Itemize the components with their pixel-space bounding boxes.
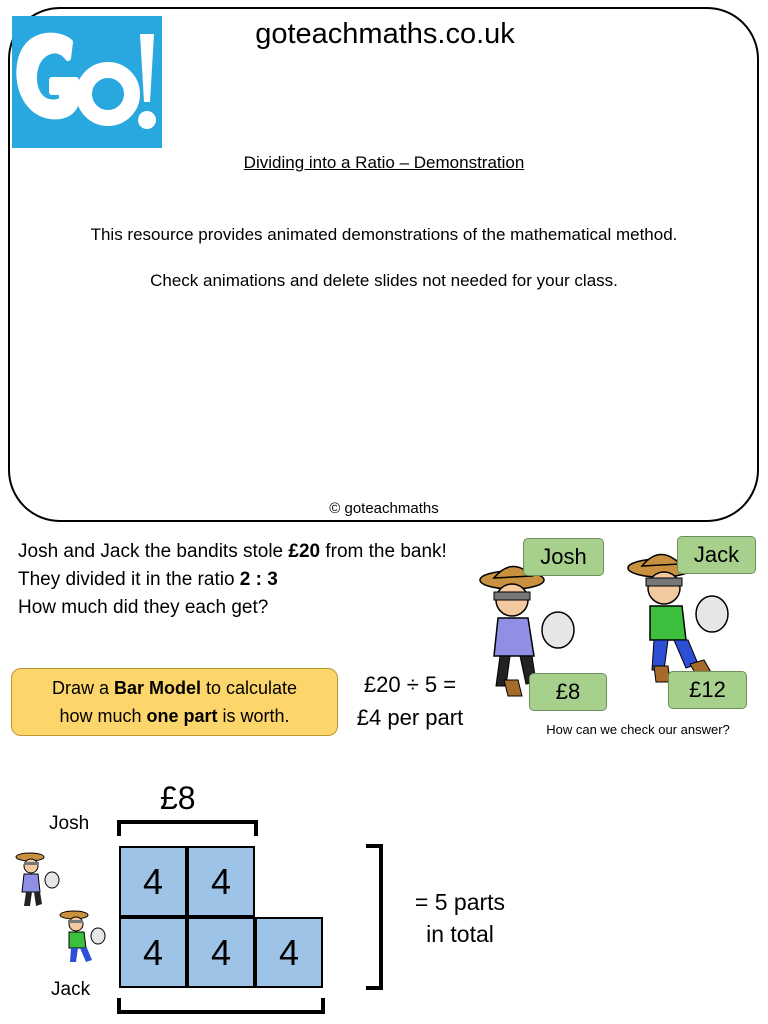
jack-bar-part: 4: [119, 917, 187, 988]
josh-mini-illustration: [12, 848, 64, 912]
info-text-1: This resource provides animated demonstrations of the mathematical method.: [90, 225, 678, 244]
question-text: from the bank!: [320, 541, 447, 562]
josh-bar-part: 4: [187, 846, 255, 917]
jack-bar-part: 4: [255, 917, 323, 988]
bar-model-jack-label: Jack: [51, 979, 91, 1000]
question-text: Josh and Jack the bandits stole: [18, 541, 289, 562]
jack-amount-label: £12: [668, 671, 747, 709]
copyright-text: © goteachmaths: [329, 500, 439, 517]
total-parts-line-2: in total: [426, 921, 494, 947]
ratio-value: 2 : 3: [239, 569, 278, 590]
instruction-text: Draw a: [51, 678, 114, 698]
josh-name-label: Josh: [523, 538, 604, 576]
slide-heading: Dividing into a Ratio – Demonstration: [243, 153, 525, 172]
site-title: goteachmaths.co.uk: [255, 18, 515, 50]
instruction-text: is worth.: [217, 706, 290, 726]
calculation-line-2: £4 per part: [356, 705, 464, 730]
bar-model-josh-label: Josh: [49, 813, 90, 834]
check-answer-prompt: How can we check our answer?: [546, 722, 730, 737]
josh-total-label: £8: [160, 780, 196, 816]
total-parts-label: [395, 886, 525, 950]
question-text: They divided it in the ratio: [18, 569, 240, 590]
instruction-bold: Bar Model: [113, 678, 201, 698]
info-text-2: Check animations and delete slides not needed for your class.: [150, 271, 618, 290]
josh-amount-label: £8: [529, 673, 607, 711]
jack-mini-illustration: [58, 906, 110, 970]
instruction-text: how much: [59, 706, 147, 726]
calculation-line-1: £20 ÷ 5 =: [363, 672, 457, 697]
instruction-bold: one part: [146, 706, 218, 726]
josh-bar-part: 4: [119, 846, 187, 917]
total-parts-line-1: = 5 parts: [414, 889, 506, 915]
instruction-text: to calculate: [200, 678, 298, 698]
jack-name-label: Jack: [677, 536, 756, 574]
question-line-3: How much did they each get?: [18, 597, 269, 618]
jack-bar-part: 4: [187, 917, 255, 988]
stolen-amount: £20: [288, 541, 321, 562]
